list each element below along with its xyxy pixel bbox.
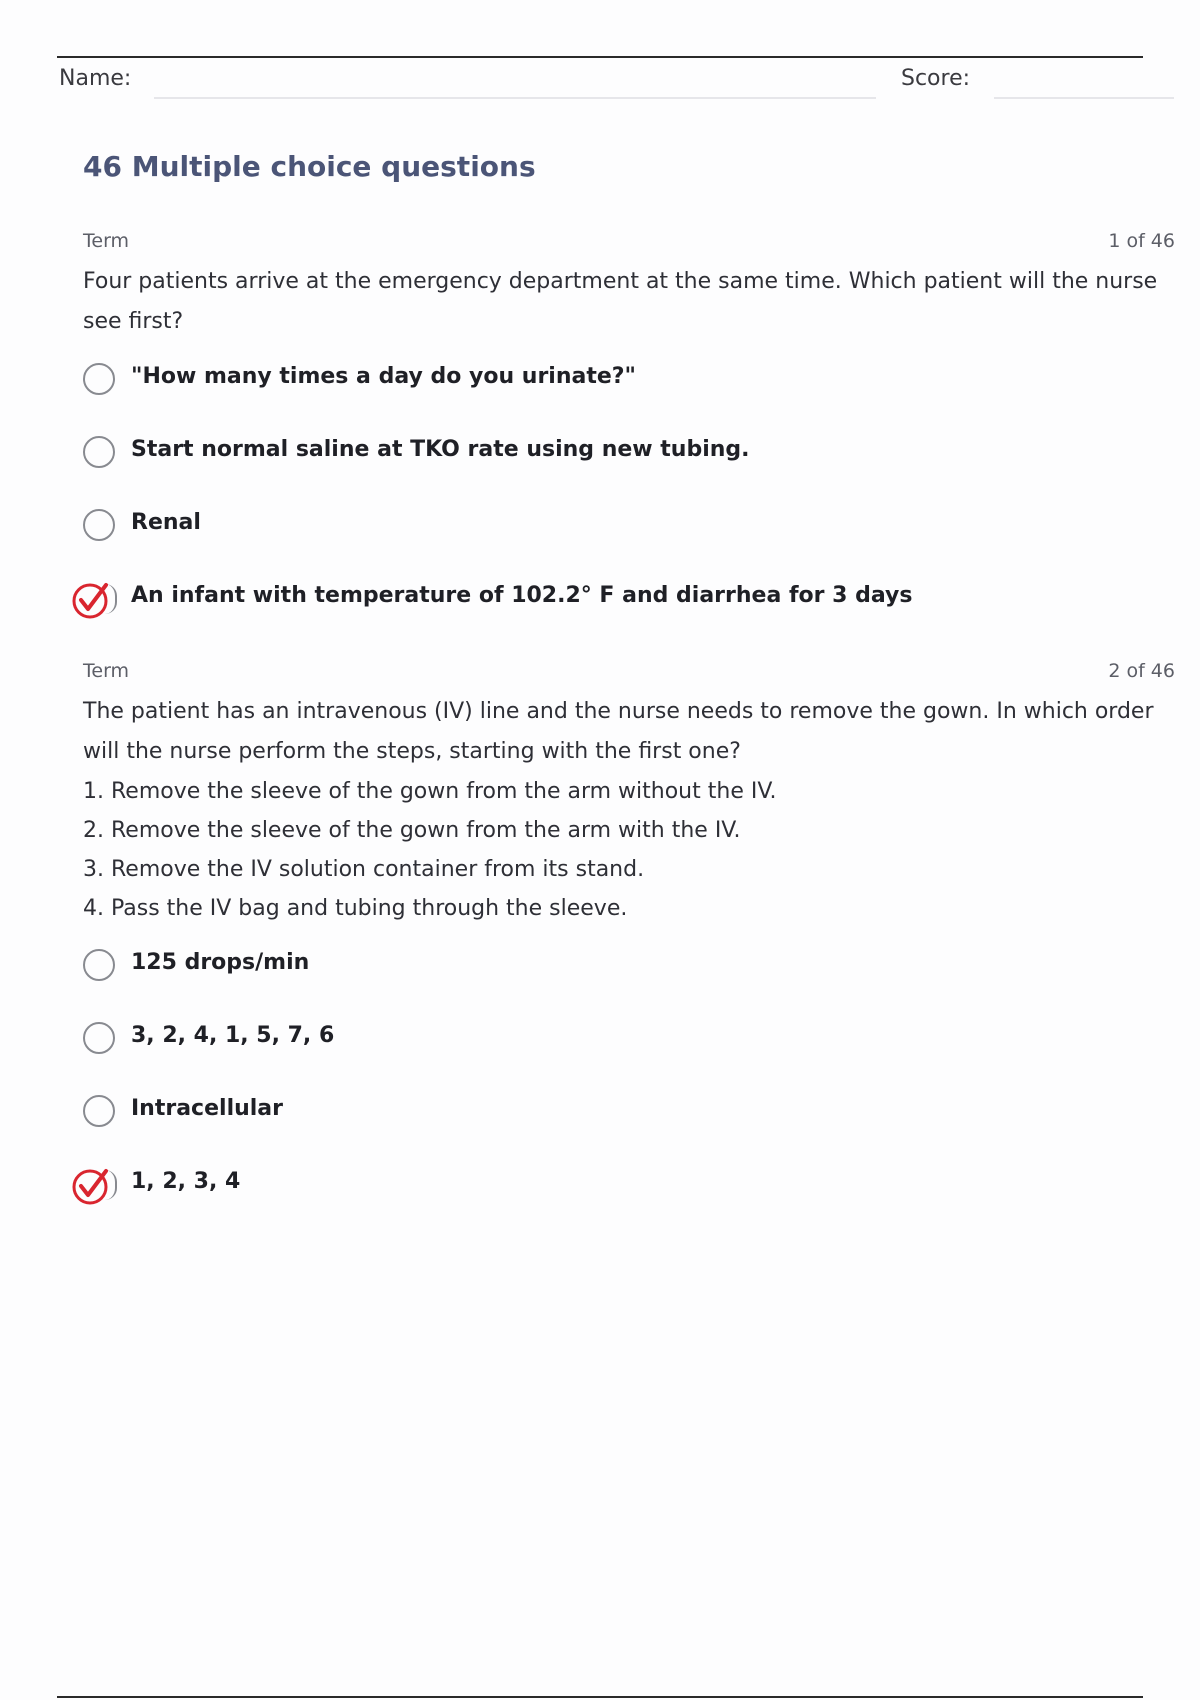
question-meta xyxy=(83,660,1175,690)
checkmark-circle-icon xyxy=(69,578,113,622)
name-label: Name: xyxy=(59,66,132,91)
answer-option[interactable] xyxy=(83,435,1175,508)
radio-circle-icon[interactable] xyxy=(83,436,115,468)
checkmark-circle-icon xyxy=(69,1164,113,1208)
question-counter: 2 of 46 xyxy=(1108,660,1175,682)
radio-circle-icon[interactable] xyxy=(83,1095,115,1127)
option-label: 125 drops/min xyxy=(131,950,310,975)
option-label: Start normal saline at TKO rate using new tubing. xyxy=(131,437,750,462)
answer-option-selected[interactable] xyxy=(83,1167,1175,1240)
question-2 xyxy=(83,660,1175,1240)
name-field[interactable] xyxy=(154,97,876,99)
radio-circle-icon[interactable] xyxy=(83,363,115,395)
step-item: 1. Remove the sleeve of the gown from the arm without the IV. xyxy=(83,779,777,804)
question-text: The patient has an intravenous (IV) line and the nurse needs to remove the gown. In which order will the nurse perform the steps, starting with the first one? xyxy=(83,699,1154,764)
step-list xyxy=(83,772,1175,928)
answer-option-selected[interactable] xyxy=(83,581,1175,654)
option-label: An infant with temperature of 102.2° F and diarrhea for 3 days xyxy=(131,583,913,608)
step-item: 4. Pass the IV bag and tubing through the sleeve. xyxy=(83,896,628,921)
answer-options xyxy=(83,948,1175,1240)
question-counter: 1 of 46 xyxy=(1108,230,1175,252)
answer-option[interactable] xyxy=(83,508,1175,581)
quiz-title: 46 Multiple choice questions xyxy=(83,150,536,183)
question-1 xyxy=(83,230,1175,654)
radio-circle-icon[interactable] xyxy=(83,1022,115,1054)
step-item: 2. Remove the sleeve of the gown from the arm with the IV. xyxy=(83,818,741,843)
bottom-divider xyxy=(57,1696,1143,1698)
answer-option[interactable] xyxy=(83,948,1175,1021)
score-label: Score: xyxy=(901,66,971,91)
top-divider xyxy=(57,56,1143,58)
answer-options xyxy=(83,362,1175,654)
term-label: Term xyxy=(83,660,130,682)
step-item: 3. Remove the IV solution container from its stand. xyxy=(83,857,645,882)
answer-option[interactable] xyxy=(83,362,1175,435)
term-label: Term xyxy=(83,230,130,252)
option-label: "How many times a day do you urinate?" xyxy=(131,364,637,389)
radio-circle-icon[interactable] xyxy=(83,509,115,541)
answer-option[interactable] xyxy=(83,1094,1175,1167)
question-text: Four patients arrive at the emergency department at the same time. Which patient will the nurse see first? xyxy=(83,269,1158,334)
option-label: Renal xyxy=(131,510,201,535)
option-label: Intracellular xyxy=(131,1096,284,1121)
radio-circle-icon[interactable] xyxy=(83,949,115,981)
answer-option[interactable] xyxy=(83,1021,1175,1094)
worksheet-header xyxy=(59,64,1179,104)
option-label: 3, 2, 4, 1, 5, 7, 6 xyxy=(131,1023,335,1048)
option-label: 1, 2, 3, 4 xyxy=(131,1169,241,1194)
question-meta xyxy=(83,230,1175,260)
score-field[interactable] xyxy=(994,97,1174,99)
